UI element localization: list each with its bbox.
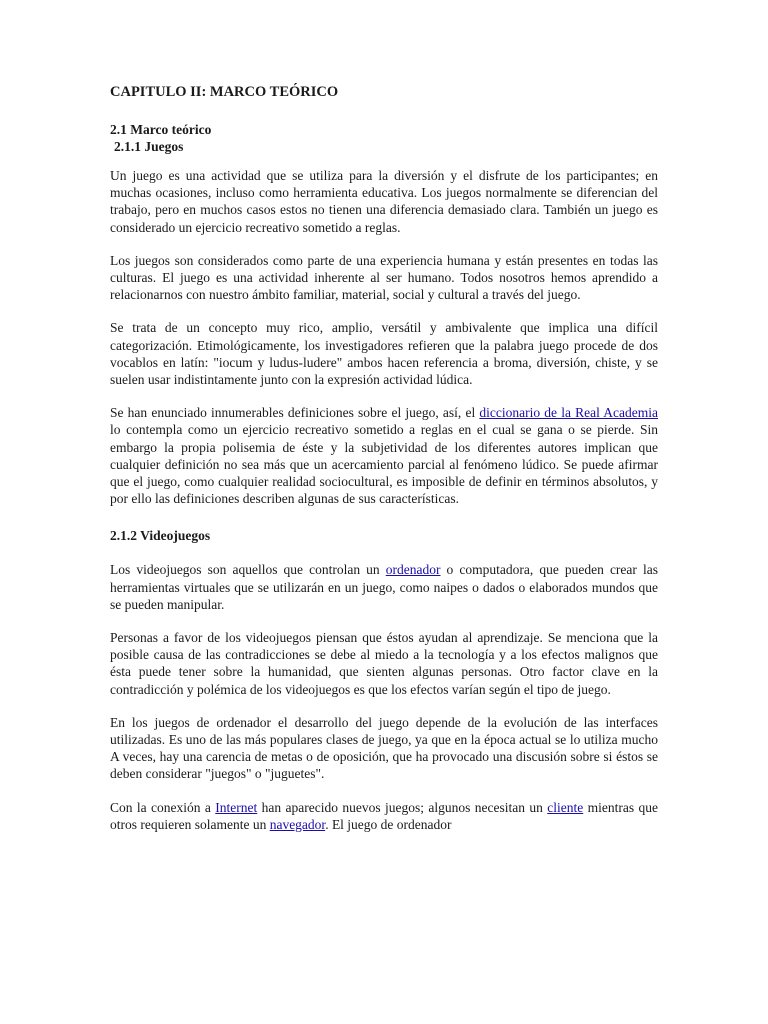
paragraph: Se trata de un concepto muy rico, amplio, versátil y ambivalente que implica una difícil categorización. Etimológicamente, los investigadores refieren que la palabra juego procede de dos vocablos en latín: "iocum y ludus-ludere" ambos hacen referencia a broma, diversión, chiste, y se suelen usar indistintamente junto con la expresión actividad lúdica. [110,320,658,388]
subsection-title-juegos: 2.1.1 Juegos [114,139,184,154]
paragraph-text: o computadora, que pueden crear las herramientas virtuales que se utilizarán en un juego, como naipes o dados o elaborados mundos que se pueden manipular. [110,562,658,612]
link-ordenador[interactable]: ordenador [385,562,441,578]
paragraph-text: lo contempla como un ejercicio recreativo sometido a reglas en el cual se gana o se pierde. Sin embargo la propia polisemia de éste y la subjetividad de los diferentes autores implican que cualquier definición no sea más que un acercamiento parcial al fenómeno lúdico. Se puede afirmar que el juego, como cualquier realidad sociocultural, es imposible de definir en términos absolutos, y por ello las definiciones describen algunas de sus características. [110,422,658,507]
paragraph-text: Los videojuegos son aquellos que controlan un [110,562,386,578]
link-diccionario-real-academia[interactable]: diccionario de la Real Academia [479,405,659,421]
paragraph [110,799,658,833]
paragraph-text: . El juego de ordenador [325,816,452,832]
paragraph [110,561,658,613]
paragraph: Un juego es una actividad que se utiliza para la diversión y el disfrute de los participantes; en muchas ocasiones, incluso como herramienta educativa. Los juegos normalmente se diferencian del trabajo, pero en muchos casos estos no tienen una diferencia demasiado clara. También un juego es considerado un ejercicio recreativo sometido a reglas. [110,168,658,235]
link-cliente[interactable]: cliente [547,799,584,815]
document-body [110,84,658,849]
paragraph [110,404,658,507]
paragraph: Los juegos son considerados como parte de una experiencia humana y están presentes en todas las culturas. El juego es una actividad inherente al ser humano. Todos nosotros hemos aprendido a relacionarnos con nuestro ámbito familiar, material, social y cultural a través del juego. [110,252,658,303]
paragraph-text: Se han enunciado innumerables definiciones sobre el juego, así, el [110,405,480,421]
link-internet[interactable]: Internet [215,799,258,815]
paragraph: Personas a favor de los videojuegos piensan que éstos ayudan al aprendizaje. Se menciona que la posible causa de las contradicciones se debe al miedo a la tecnología y a los efectos malignos que ésta puede tener sobre la humanidad, que sienten algunas personas. Otro factor clave en la contradicción y polémica de los videojuegos es que los efectos varían según el tipo de juego. [110,630,658,697]
section-title: 2.1 Marco teórico [110,122,212,137]
chapter-title: CAPITULO II: MARCO TEÓRICO [110,84,339,100]
paragraph: En los juegos de ordenador el desarrollo del juego depende de la evolución de las interfaces utilizadas. Es uno de las más populares clases de juego, ya que en la época actual se lo utiliza mucho A veces, hay una carencia de metas o de oposición, que ha provocado una discusión sobre si éstos se deben considerar "juegos" o "juguetes". [110,714,658,782]
paragraph-text: Con la conexión a [110,799,216,815]
subsection-title-videojuegos: 2.1.2 Videojuegos [110,528,211,544]
paragraph-text: han aparecido nuevos juegos; algunos necesitan un [257,799,548,815]
link-navegador[interactable]: navegador [269,816,326,832]
paragraph-text: mientras que otros requieren solamente un [110,799,658,832]
